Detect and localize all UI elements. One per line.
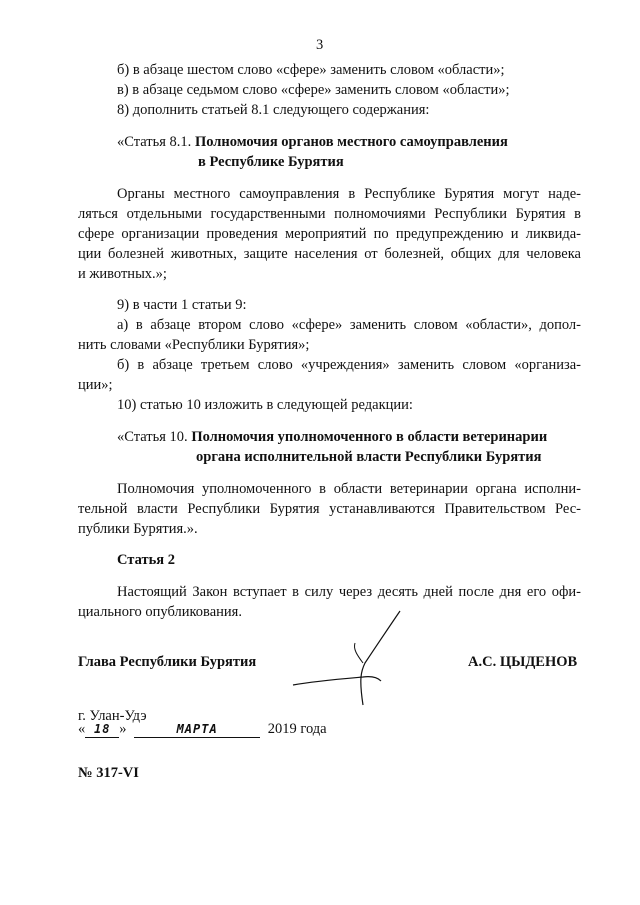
item-8: 8) дополнить статьей 8.1 следующего содержания: xyxy=(117,102,430,118)
article-10-body-line: Полномочия уполномоченного в области ветеринарии органа исполни- xyxy=(117,481,581,497)
article-8-1-title-line1: Полномочия органов местного самоуправления xyxy=(194,134,508,150)
article-10-body-line: тельной власти Республики Бурятия устанавливаются Правительством Рес- xyxy=(78,501,581,517)
item-9-b-line2: ции»; xyxy=(78,377,113,393)
signatory-position-text: Глава Республики Бурятия xyxy=(78,654,257,670)
article-10-title-line1: Полномочия уполномоченного в области ветеринарии xyxy=(191,429,548,445)
item-9-b-line1: б) в абзаце третьем слово «учреждения» заменить словом «организа- xyxy=(117,357,581,373)
article-8-1-title-line2: в Республике Бурятия xyxy=(198,154,344,170)
article-10-prefix: «Статья 10. xyxy=(117,429,188,445)
item-9-intro: 9) в части 1 статьи 9: xyxy=(117,297,247,313)
article-2-heading-text: Статья 2 xyxy=(117,552,175,568)
article-10-title-line2: органа исполнительной власти Республики Бурятия xyxy=(196,449,542,465)
date-year: 2019 года xyxy=(267,721,327,737)
article-2-heading xyxy=(117,553,175,568)
signatory-name xyxy=(468,655,577,670)
date-day: 18 xyxy=(85,723,119,738)
item-v: в) в абзаце седьмом слово «сфере» заменить словом «области»; xyxy=(117,82,510,98)
article-8-1-body-line: и животных.»; xyxy=(78,266,167,282)
signatory-position xyxy=(78,655,256,670)
date-line xyxy=(78,722,327,738)
signatory-name-text: А.С. ЦЫДЕНОВ xyxy=(468,654,578,670)
date-month: МАРТА xyxy=(134,723,260,738)
item-10-intro: 10) статью 10 изложить в следующей редакции: xyxy=(117,397,413,413)
article-8-1-body-line: ции болезней животных, защите населения от болезней, общих для человека xyxy=(78,246,581,262)
article-8-1-body-line: ляться отдельными государственными полномочиями Республики Бурятия в xyxy=(78,206,581,222)
article-10-heading-cont xyxy=(196,450,541,465)
date-close-quote: » xyxy=(119,721,127,737)
article-8-1-body-line: сфере организации проведения мероприятий по предупреждению и ликвида- xyxy=(78,226,581,242)
law-number-text: № 317-VI xyxy=(78,765,139,781)
item-9-a-line1: а) в абзаце втором слово «сфере» заменить словом «области», допол- xyxy=(117,317,581,333)
article-10-body-line: публики Бурятия.». xyxy=(78,521,198,537)
article-2-body-line: Настоящий Закон вступает в силу через десять дней после дня его офи- xyxy=(117,584,581,600)
place: г. Улан-Удэ xyxy=(78,708,147,724)
article-8-1-heading xyxy=(117,135,508,150)
article-10-heading xyxy=(117,430,547,445)
page-number: 3 xyxy=(316,37,324,53)
article-2-body-line: циального опубликования. xyxy=(78,604,242,620)
law-number xyxy=(78,766,139,781)
item-b: б) в абзаце шестом слово «сфере» заменить словом «области»; xyxy=(117,62,505,78)
item-9-a-line2: нить словами «Республики Бурятия»; xyxy=(78,337,310,353)
date-open-quote: « xyxy=(78,721,86,737)
article-8-1-prefix: «Статья 8.1. xyxy=(117,134,192,150)
handwritten-signature xyxy=(285,605,425,715)
article-8-1-body-line: Органы местного самоуправления в Республике Бурятия могут наде- xyxy=(117,186,581,202)
article-8-1-heading-cont xyxy=(198,155,344,170)
